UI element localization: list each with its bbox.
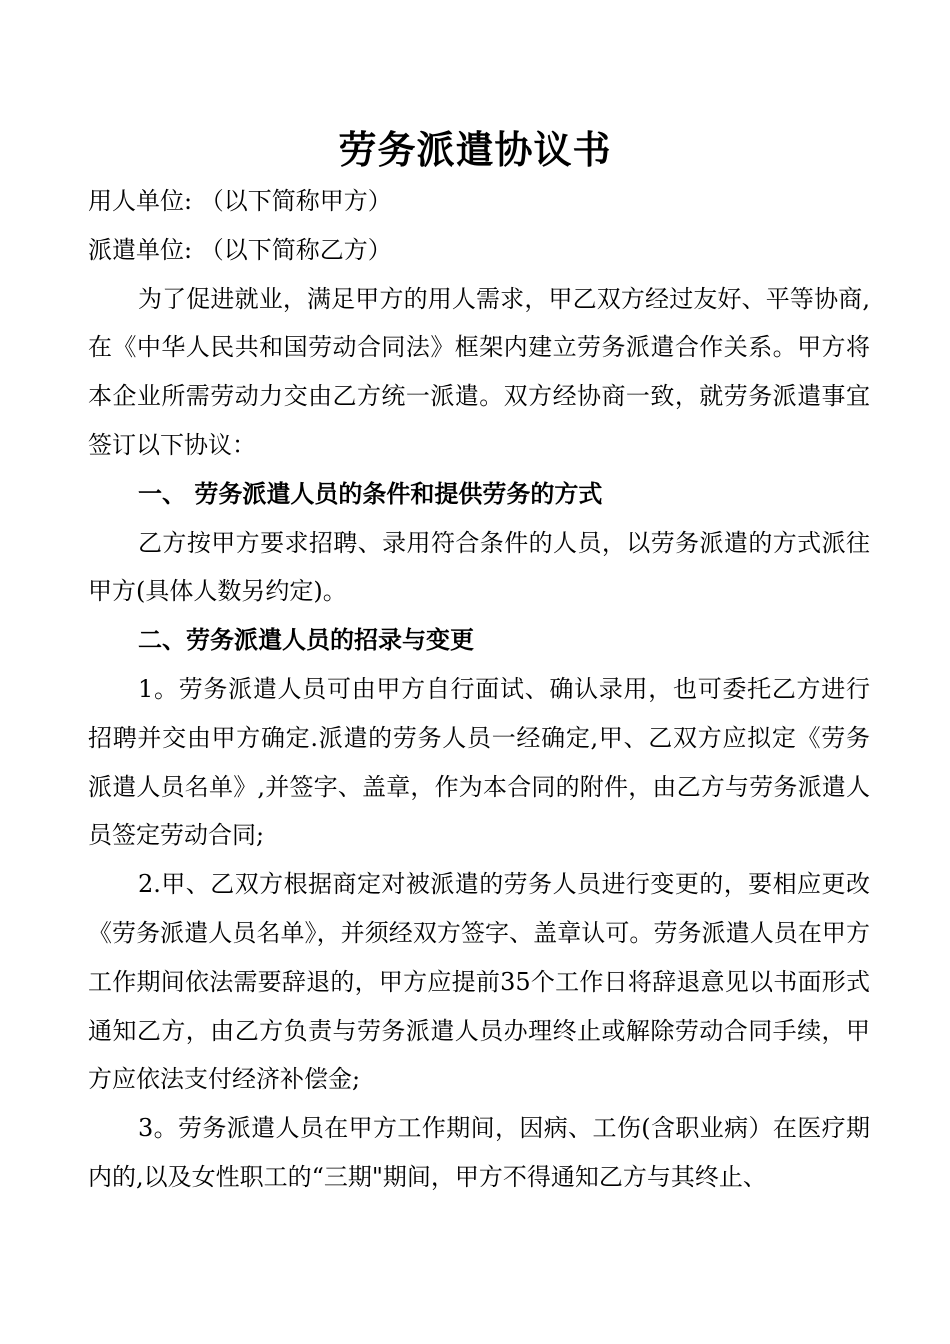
employer-line: 用人单位: （以下简称甲方） [88, 187, 392, 215]
document-body [88, 177, 870, 1202]
intro-paragraph: 为了促进就业，满足甲方的用人需求，甲乙双方经过友好、平等协商,在《中华人民共和国劳动合同法》框架内建立劳务派遣合作关系。甲方将本企业所需劳动力交由乙方统一派遣。双方经协商一致，就劳务派遣事宜签订以下协议： [88, 284, 870, 459]
section-1-paragraph-1: 乙方按甲方要求招聘、录用符合条件的人员，以劳务派遣的方式派往甲方(具体人数另约定)。 [88, 528, 870, 606]
section-2-paragraph-3: 3。劳务派遣人员在甲方工作期间，因病、工伤(含职业病）在医疗期内的,以及女性职工的“三期"期间，甲方不得通知乙方与其终止、 [88, 1114, 870, 1191]
section-1-heading: 一、 劳务派遣人员的条件和提供劳务的方式 [138, 478, 603, 508]
dispatcher-line: 派遣单位: （以下简称乙方） [88, 235, 392, 264]
section-2-paragraph-1: 1。劳务派遣人员可由甲方自行面试、确认录用，也可委托乙方进行招聘并交由甲方确定.派遣的劳务人员一经确定,甲、乙双方应拟定《劳务派遣人员名单》,并签字、盖章，作为本合同的附件，由乙方与劳务派遣人员签定劳动合同; [88, 674, 870, 850]
section-2-heading: 二、劳务派遣人员的招录与变更 [138, 625, 474, 655]
section-2-paragraph-2: 2.甲、乙双方根据商定对被派遣的劳务人员进行变更的，要相应更改《劳务派遣人员名单》，并须经双方签字、盖章认可。劳务派遣人员在甲方工作期间依法需要辞退的，甲方应提前35个工作日将辞退意见以书面形式通知乙方，由乙方负责与劳务派遣人员办理终止或解除劳动合同手续，甲方应依法支付经济补偿金; [88, 870, 870, 1094]
document-title: 劳务派遣协议书 [338, 127, 612, 172]
